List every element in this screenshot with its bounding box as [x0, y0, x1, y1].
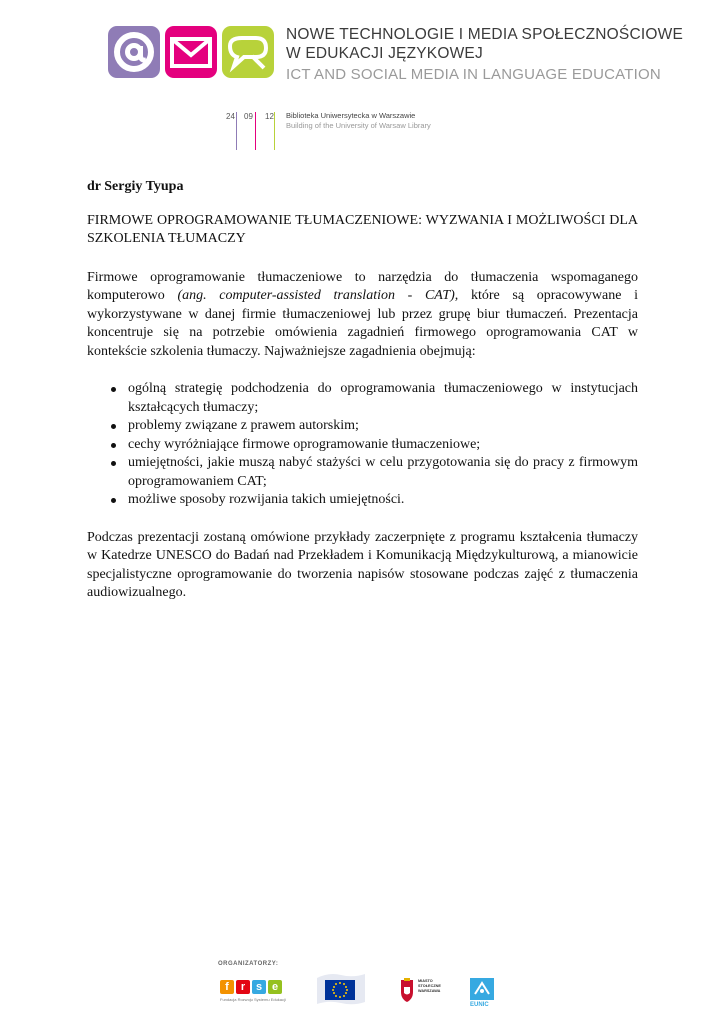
list-item: umiejętności, jakie muszą nabyć stażyści w celu przygotowania się do pracy z firmowym oprogramowaniem CAT;	[87, 454, 638, 491]
eunic-label: EUNIC	[470, 1002, 489, 1008]
warsaw-city-logo	[398, 977, 446, 1005]
venue	[286, 111, 526, 131]
warsaw-crest-icon	[398, 977, 416, 1003]
bullet-icon	[111, 387, 116, 392]
date-line-purple	[236, 112, 237, 150]
frse-caption: Fundacja Rozwoju Systemu Edukacji	[220, 997, 286, 1002]
envelope-icon	[165, 26, 217, 78]
venue-en: Building of the University of Warsaw Library	[286, 121, 431, 130]
intro-paragraph	[87, 269, 638, 362]
chat-bubble-icon	[222, 26, 274, 78]
intro-text-em: (ang. computer-assisted translation - CAT),	[177, 288, 459, 303]
warsaw-caption: MIASTO STOŁECZNE WARSZAWA	[418, 979, 441, 993]
conference-logo	[108, 26, 276, 80]
frse-logo: f r s e Fundacja Rozwoju Systemu Edukacji	[220, 981, 286, 1002]
author-name: dr Sergiy Tyupa	[87, 179, 184, 194]
title-en: ICT AND SOCIAL MEDIA IN LANGUAGE EDUCATION	[286, 66, 661, 83]
eunic-logo	[470, 978, 494, 1010]
venue-pl: Biblioteka Uniwersytecka w Warszawie	[286, 111, 416, 120]
bullet-icon	[111, 424, 116, 429]
abstract-body	[87, 178, 638, 622]
date-year: 12	[265, 112, 274, 121]
date-line-pink	[255, 112, 256, 150]
at-sign-icon	[108, 26, 160, 78]
eu-flag-logo	[315, 972, 367, 1008]
date-line-green	[274, 112, 275, 150]
list-item: problemy związane z prawem autorskim;	[87, 417, 638, 436]
intro-text-2: które są opracowywane i wykorzystywane w danej firmie tłumaczeniowej lub przez grupę biur tłumaczeń. Prezentacja koncentruje się na potrzebie omówienia zagadnień firmowego oprogramowania CAT w kontekście szkolenia tłumaczy. Najważniejsze zagadnienia obejmują:	[87, 288, 639, 359]
list-item: ogólną strategię podchodzenia do oprogramowania tłumaczeniowego w instytucjach kształcących tłumaczy;	[87, 380, 638, 417]
eunic-emblem	[470, 978, 494, 1000]
list-item: możliwe sposoby rozwijania takich umiejętności.	[87, 491, 638, 510]
date-day: 24	[226, 112, 235, 121]
intro-text-1: Firmowe oprogramowanie tłumaczeniowe to narzędzia do tłumaczenia wspomaganego komputerowo	[87, 269, 638, 303]
conference-title	[286, 25, 706, 84]
list-item: cechy wyróżniające firmowe oprogramowanie tłumaczeniowe;	[87, 436, 638, 455]
bullet-icon	[111, 498, 116, 503]
title-pl-line2: W EDUKACJI JĘZYKOWEJ	[286, 45, 483, 62]
closing-paragraph: Podczas prezentacji zostaną omówione przykłady zaczerpnięte z programu kształcenia tłumaczy w Katedrze UNESCO do Badań nad Przekładem i Komunikacją Międzykulturową, a mianowicie specjalistyczne oprogramowanie do tworzenia napisów stosowane podczas zajęć z tłumaczenia audiowizualnego.	[87, 529, 638, 600]
organizers-label: ORGANIZATORZY:	[218, 961, 279, 967]
topics-list	[87, 380, 638, 510]
date-month: 09	[244, 112, 253, 121]
bullet-icon	[111, 461, 116, 466]
title-pl-line1: NOWE TECHNOLOGIE I MEDIA SPOŁECZNOŚCIOWE	[286, 26, 683, 43]
abstract-title: FIRMOWE OPROGRAMOWANIE TŁUMACZENIOWE: WYZWANIA I MOŻLIWOŚCI DLA SZKOLENIA TŁUMACZY	[87, 212, 638, 246]
bullet-icon	[111, 443, 116, 448]
